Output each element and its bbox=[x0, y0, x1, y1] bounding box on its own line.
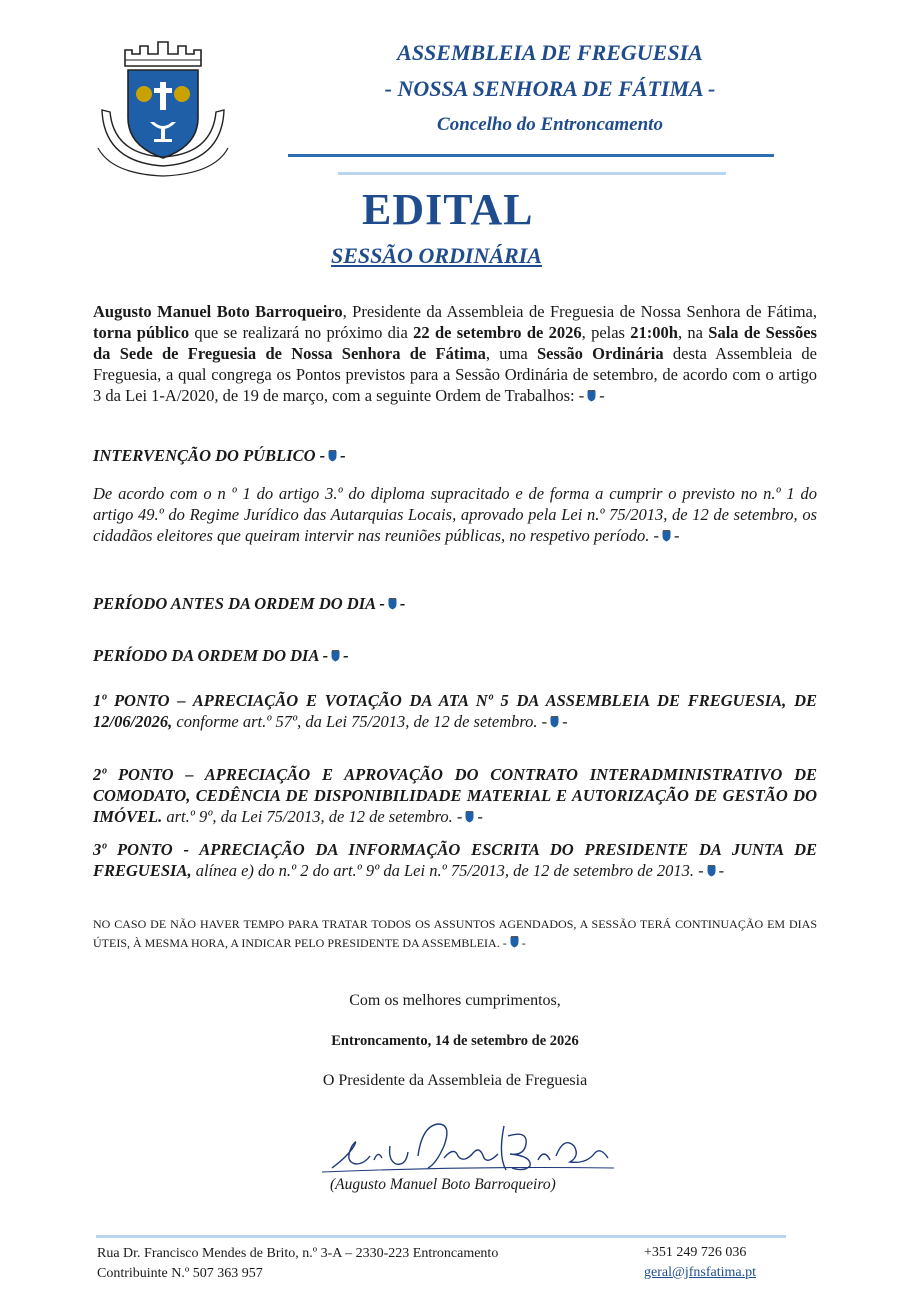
footer-email-link[interactable]: geral@jfnsfatima.pt bbox=[644, 1265, 757, 1280]
agenda-item-3 bbox=[93, 839, 817, 881]
agenda-item-title: 1º PONTO – APRECIAÇÃO E VOTAÇÃO DA ATA Nº 5 DA ASSEMBLEIA DE FREGUESIA, DE 12/06/2026, bbox=[93, 691, 817, 731]
note-text: NO CASO DE NÃO HAVER TEMPO PARA TRATAR TODOS OS ASSUNTOS AGENDADOS, A SESSÃO TERÁ CONTINUAÇÃO EM DIAS ÚTEIS, À MESMA HORA, A INDICAR PELO PRESIDENTE DA ASSEMBLEIA. - bbox=[93, 917, 817, 950]
agenda-item-ref: conforme art.º 57º, da Lei 75/2013, de 12 de setembro. - bbox=[172, 712, 548, 731]
section-heading: INTERVENÇÃO DO PÚBLICO - bbox=[93, 446, 326, 465]
place-and-date: Entroncamento, 14 de setembro de 2026 bbox=[331, 1033, 579, 1049]
intervention-body: De acordo com o n º 1 do artigo 3.º do diploma supracitado e de forma a cumprir o previsto no n.º 1 do artigo 49.º do Regime Jurídico das Autarquias Locais, aprovado pela Lei n.º 75/2013, de 12 de setembro, os cidadãos eleitores que queiram intervir nas reuniões públicas, no respetivo período. - bbox=[93, 484, 817, 545]
section-heading: PERÍODO DA ORDEM DO DIA - bbox=[93, 646, 329, 665]
agenda-item-title: 2º PONTO – APRECIAÇÃO E APROVAÇÃO DO CONTRATO INTERADMINISTRATIVO DE COMODATO, CEDÊNCIA DE DISPONIBILIDADE MATERIAL E AUTORIZAÇÃO DE GESTÃO DO IMÓVEL. bbox=[93, 765, 817, 826]
intro-tail: - bbox=[599, 386, 605, 405]
footer-rule bbox=[96, 1235, 786, 1238]
crest-mark-icon bbox=[550, 716, 559, 728]
section-agenda bbox=[93, 645, 817, 666]
intro-bold-1: torna público bbox=[93, 323, 190, 342]
footer-nif: Contribuinte N.º 507 363 957 bbox=[97, 1266, 263, 1281]
section-tail: - bbox=[562, 712, 568, 731]
section-tail: - bbox=[718, 861, 725, 880]
crest-mark-icon bbox=[587, 390, 596, 402]
document-title: EDITAL bbox=[362, 185, 534, 234]
agenda-item-ref: art.º 9º, da Lei 75/2013, de 12 de setembro. - bbox=[162, 807, 463, 826]
intro-paragraph bbox=[93, 301, 817, 406]
agenda-item-2 bbox=[93, 764, 817, 827]
crest-mark-icon bbox=[388, 598, 397, 610]
header-rule-dark bbox=[288, 154, 774, 157]
intro-text-1: , Presidente da Assembleia de Freguesia de Nossa Senhora de Fátima, bbox=[342, 302, 817, 321]
footer-address-block bbox=[97, 1244, 498, 1284]
section-before-agenda bbox=[93, 593, 817, 614]
crest-mark-icon bbox=[328, 450, 337, 462]
crest-mark-icon bbox=[331, 650, 340, 662]
municipality-name: Concelho do Entroncamento bbox=[437, 114, 663, 135]
public-intervention-text bbox=[93, 483, 817, 546]
footer-address: Rua Dr. Francisco Mendes de Brito, n.º 3-A – 2330-223 Entroncamento bbox=[97, 1246, 499, 1261]
session-location: Sala de Sessões da Sede de Freguesia de Nossa Senhora de Fátima bbox=[93, 323, 817, 363]
session-time: 21:00h bbox=[630, 323, 678, 342]
crest-mark-icon bbox=[510, 936, 519, 948]
section-tail: - bbox=[340, 446, 346, 465]
agenda-item-title: 3º PONTO - APRECIAÇÃO DA INFORMAÇÃO ESCRITA DO PRESIDENTE DA JUNTA DE FREGUESIA, bbox=[93, 840, 817, 880]
parish-crest-logo bbox=[92, 36, 234, 178]
agenda-item-1 bbox=[93, 690, 817, 732]
document-subtitle: SESSÃO ORDINÁRIA bbox=[331, 243, 542, 268]
section-tail: - bbox=[343, 646, 349, 665]
session-type: Sessão Ordinária bbox=[537, 344, 664, 363]
intro-text-5: , uma bbox=[485, 344, 537, 363]
section-tail: - bbox=[477, 807, 483, 826]
session-date: 22 de setembro de 2026 bbox=[413, 323, 582, 342]
continuation-note bbox=[93, 915, 817, 953]
signer-role: O Presidente da Assembleia de Freguesia bbox=[322, 1072, 588, 1089]
intro-text-3: , pelas bbox=[581, 323, 631, 342]
footer-phone: +351 249 726 036 bbox=[644, 1245, 747, 1260]
intro-text-2: que se realizará no próximo dia bbox=[189, 323, 414, 342]
parish-name: - NOSSA SENHORA DE FÁTIMA - bbox=[384, 76, 716, 101]
crest-mark-icon bbox=[707, 865, 716, 877]
section-tail: - bbox=[521, 936, 526, 950]
closing-greeting: Com os melhores cumprimentos, bbox=[349, 992, 561, 1009]
section-tail: - bbox=[399, 594, 406, 613]
header-rule-light bbox=[338, 172, 726, 175]
section-heading: PERÍODO ANTES DA ORDEM DO DIA - bbox=[93, 594, 385, 613]
intro-text-6: desta Assembleia de Freguesia, a qual congrega os Pontos previstos para a Sessão Ordinária de setembro, de acordo com o artigo 3 da Lei 1-A/2020, de 19 de março, com a seguinte Ordem de Trabalhos: - bbox=[93, 344, 817, 405]
assembly-title: ASSEMBLEIA DE FREGUESIA bbox=[397, 40, 703, 65]
agenda-item-ref: alínea e) do n.º 2 do art.º 9º da Lei n.º 75/2013, de 12 de setembro de 2013. - bbox=[191, 861, 704, 880]
footer-contact-block bbox=[644, 1243, 756, 1283]
crest-mark-icon bbox=[465, 811, 474, 823]
signer-name: (Augusto Manuel Boto Barroqueiro) bbox=[330, 1176, 556, 1193]
section-public-intervention bbox=[93, 445, 817, 466]
section-tail: - bbox=[673, 526, 680, 545]
intro-text-4: , na bbox=[677, 323, 709, 342]
crest-mark-icon bbox=[662, 530, 671, 542]
president-name: Augusto Manuel Boto Barroqueiro bbox=[93, 302, 343, 321]
